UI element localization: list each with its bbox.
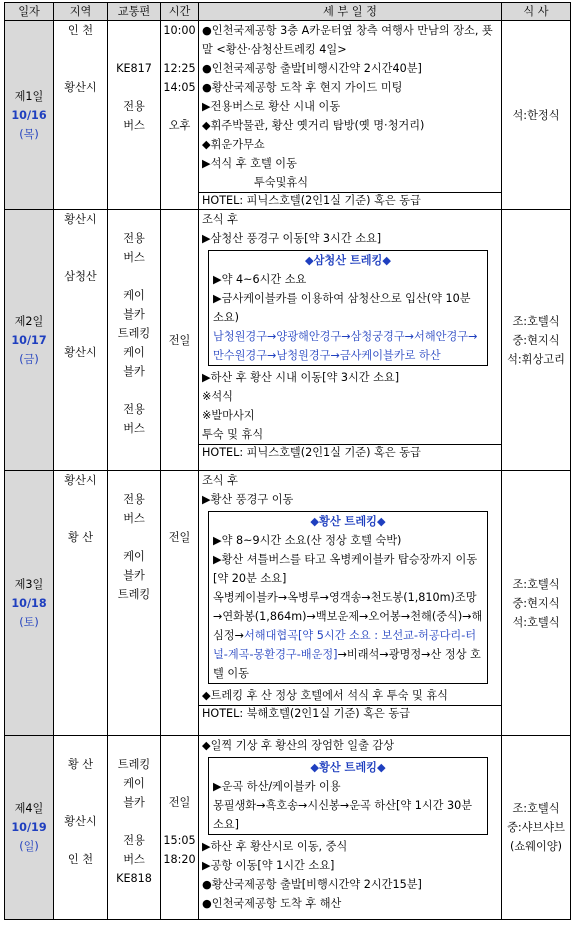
day2-weekday: (금) [19,352,39,366]
day1-meal: 석:한정식 [502,21,571,210]
day4-transport [108,736,161,920]
meal-line: 석:휘상고리 [507,352,565,366]
day4-time [161,736,199,920]
day2-meal [502,210,571,471]
time-text: 오후 [168,119,191,132]
schedule-line: ◆트레킹 후 산 정상 호텔에서 석식 후 투숙 및 휴식 [202,689,448,702]
day2-date: 10/17 [11,333,47,347]
day2-row [5,210,571,471]
transport-text: 케이블카 [123,289,145,321]
schedule-line: ◆일찍 기상 후 황산의 장엄한 일출 감상 [202,739,395,752]
day2-transport [108,210,161,471]
meal-line: 조:호텔식 [512,577,560,591]
hotel-line: HOTEL: 피닉스호텔(2인1실 기준) 혹은 동급 [199,192,501,209]
day3-time [161,471,199,736]
transport-text: 케이블카 [123,346,145,378]
day3-transport [108,471,161,736]
trekking-line: ▶금사케이블카를 이용하여 삼청산으로 입산(약 10분 소요) [213,292,471,324]
hotel-line: HOTEL: 피닉스호텔(2인1실 기준) 혹은 동급 [199,444,501,461]
header-schedule: 세 부 일 정 [199,3,502,21]
time-text: 15:05 [163,834,196,847]
day2-trekking-box [208,250,488,366]
meal-line: 중:현지식 [512,596,560,610]
trekking-line: 몽필생화→흑호송→시신봉→운곡 하산[약 1시간 30분 소요] [213,799,473,831]
day1-schedule [199,21,502,210]
region-text: 황 산 [67,758,94,771]
time-text: 10:00 [163,24,196,37]
day1-weekday: (목) [19,127,39,141]
hotel-line: HOTEL: 북해호텔(2인1실 기준) 혹은 동급 [199,705,501,722]
day3-date: 10/18 [11,596,47,610]
header-row [5,3,571,21]
trekking-title: ◆삼청산 트레킹◆ [305,254,391,267]
header-transport: 교통편 [108,3,161,21]
region-text: 인 천 [67,24,94,37]
header-meal: 식 사 [502,3,571,21]
time-text: 전일 [168,796,191,809]
time-text: 18:20 [163,853,196,866]
day4-cell [5,736,54,920]
transport-text: 전용버스 [123,100,145,132]
transport-text: 전용버스 [123,403,145,435]
trekking-title: ◆황산 트레킹◆ [310,761,386,774]
itinerary-table [4,2,571,920]
day4-region [54,736,108,920]
day2-cell [5,210,54,471]
day2-region [54,210,108,471]
day2-label: 제2일 [14,314,44,328]
region-text: 황 산 [67,531,94,544]
schedule-line: ◆휘운가무쇼 [202,138,265,151]
day1-region [54,21,108,210]
schedule-line: 조식 후 [202,213,238,226]
schedule-line: ●인천국제공항 출발[비행시간약 2시간40분] [202,62,422,75]
header-region: 지역 [54,3,108,21]
time-text: 12:25 [163,62,196,75]
region-text: 인 천 [67,853,94,866]
transport-text: 케이블카 [123,777,145,809]
day3-cell [5,471,54,736]
schedule-line: 조식 후 [202,474,238,487]
day4-meal [502,736,571,920]
schedule-line: ▶황산 풍경구 이동 [202,493,294,506]
meal-line: 조:호텔식 [512,802,560,815]
day2-schedule [199,210,502,471]
day1-transport [108,21,161,210]
day4-row [5,736,571,920]
transport-text: 트레킹 [117,758,151,771]
schedule-line: 투숙 및 휴식 [202,428,264,441]
day1-row [5,21,571,210]
day3-region [54,471,108,736]
transport-text: 트레킹 [117,588,151,601]
schedule-line: ▶삼청산 풍경구 이동[약 3시간 소요] [202,232,382,245]
transport-text: KE817 [116,62,152,75]
day1-cell [5,21,54,210]
trekking-route-end: →비래석→광명정→산 정상 호텔 이동 [213,648,481,680]
meal-line: 중:현지식 [512,333,560,347]
transport-text: 전용버스 [123,232,145,264]
schedule-line: ▶하산 후 황산 시내 이동[약 3시간 소요] [202,371,400,384]
day4-label: 제4일 [14,802,44,815]
region-text: 황산시 [64,213,97,226]
trekking-line: ▶황산 셔틀버스를 타고 옥병케이블카 탑승장까지 이동[약 20분 소요] [213,553,478,585]
schedule-line: ●황산국제공항 도착 후 현지 가이드 미팅 [202,81,403,94]
day3-label: 제3일 [14,577,44,591]
trekking-route-highlight: 서해대협곡[약 5시간 소요 : 보선교-허공다리-터널-계곡-몽환경구-배운정] [213,629,477,661]
trekking-line: ▶약 4~6시간 소요 [213,273,307,286]
day4-date: 10/19 [11,821,47,834]
day3-row [5,471,571,736]
meal-line: 중:샤브샤브(쇼웨이양) [507,821,565,853]
schedule-line: ●인천국제공항 3층 A카운터옆 창측 여행사 만남의 장소, 푯말 <황산·삼청산트레킹 4일> [202,24,493,56]
meal-line: 조:호텔식 [512,314,560,328]
schedule-line: ※발마사지 [202,409,255,422]
day3-meal [502,471,571,736]
schedule-line: 투숙및휴식 [254,176,309,189]
transport-text: 트레킹 [117,327,151,340]
day3-schedule [199,471,502,736]
schedule-line: ●황산국제공항 출발[비행시간약 2시간15분] [202,878,422,891]
schedule-line: ▶공항 이동[약 1시간 소요] [202,859,335,872]
day1-date: 10/16 [11,108,47,122]
day1-label: 제1일 [14,89,44,103]
day3-weekday: (토) [19,615,39,629]
trekking-line: ▶약 8~9시간 소요(산 정상 호텔 숙박) [213,534,402,547]
schedule-line: ▶석식 후 호텔 이동 [202,157,297,170]
day2-time: 전일 [161,210,199,471]
schedule-line: ▶전용버스로 황산 시내 이동 [202,100,341,113]
day4-weekday: (일) [19,840,39,853]
time-text: 전일 [168,531,191,544]
meal-line: 석:호텔식 [512,615,560,629]
time-text: 14:05 [163,81,196,94]
schedule-line: ◆휘주박물관, 황산 옛거리 탐방(옛 명·청거리) [202,119,425,132]
transport-text: KE818 [116,872,152,885]
schedule-line: ▶하산 후 황산시로 이동, 중식 [202,840,348,853]
day1-time [161,21,199,210]
day3-trekking-box [208,511,488,684]
region-text: 황산시 [64,474,97,487]
transport-text: 전용버스 [123,834,145,866]
trekking-route [213,588,483,683]
transport-text: 전용버스 [123,493,145,525]
header-time: 시간 [161,3,199,21]
schedule-line: ●인천국제공항 도착 후 해산 [202,897,342,910]
region-text: 황산시 [64,81,97,94]
trekking-route-start: 옥병케이블카→옥병루→영객송→천도봉(1,810m)조망→연화봉(1,864m)→백보운제→오어봉→천해(중식)→해심정→ [213,591,483,642]
header-day: 일자 [5,3,54,21]
region-text: 황산시 [64,346,97,359]
region-text: 삼청산 [64,270,97,283]
schedule-line: ※석식 [202,390,233,403]
transport-text: 케이블카 [123,550,145,582]
region-text: 황산시 [64,815,97,828]
day4-schedule [199,736,502,920]
day4-trekking-box [208,757,488,835]
trekking-line: ▶운곡 하산/케이블카 이용 [213,780,341,793]
trekking-title: ◆황산 트레킹◆ [310,515,386,528]
trekking-route: 남청원경구→양광해안경구→삼청궁경구→서해안경구→만수원경구→남청원경구→금사케이블카로 하산 [213,330,478,362]
